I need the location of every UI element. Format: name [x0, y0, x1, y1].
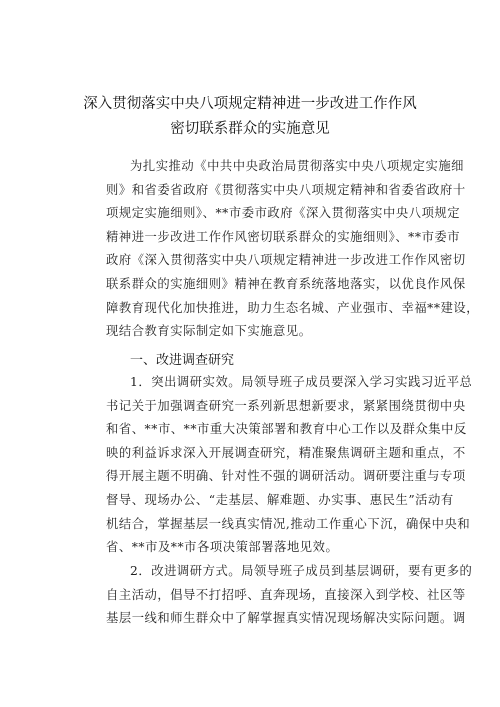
intro-line: 则》和省委省政府《贯彻落实中央八项规定精神和省委省政府十	[106, 182, 466, 197]
item-1-line: 书记关于加强调查研究一系列新思想新要求，紧紧围绕贯彻中央	[106, 398, 466, 413]
item-1-line: 省、**市及**市各项决策部署落地见效。	[106, 540, 339, 555]
item-1-line: 1．突出调研实效。局领导班子成员要深入学习实践习近平总	[130, 375, 473, 389]
section-heading: 一、改进调查研究	[130, 353, 235, 368]
intro-line: 为扎实推动《中共中央政治局贯彻落实中央八项规定实施细	[130, 159, 465, 173]
item-1-line: 和省、**市、**市重大决策部署和教育中心工作以及群众集中反	[106, 422, 467, 437]
intro-line: 障教育现代化加快推进，助力生态名城、产业强市、幸福**建设，	[106, 300, 480, 315]
intro-line: 政府《深入贯彻落实中央八项规定精神进一步改进工作作风密切	[106, 253, 466, 268]
intro-line: 现结合教育实际制定如下实施意见。	[106, 324, 312, 339]
item-1-line: 得开展主题不明确、针对性不强的调研活动。调研要注重与专项	[106, 469, 466, 484]
item-2-paragraph	[106, 560, 473, 631]
item-2-line: 自主活动，倡导不打招呼、直奔现场，直接深入到学校、社区等	[106, 587, 466, 602]
intro-line: 联系群众的实施细则》精神在教育系统落地落实，以优良作风保	[106, 276, 466, 291]
item-2-line: 基层一线和师生群众中了解掌握真实情况现场解决实际问题。调	[106, 611, 466, 626]
item-1-line: 机结合，掌握基层一线真实情况,推动工作重心下沉，确保中央和	[106, 516, 471, 531]
intro-line: 精神进一步改进工作作风密切联系群众的实施细则》、**市委市	[106, 229, 461, 244]
intro-paragraph	[106, 155, 480, 344]
intro-line: 项规定实施细则》、**市委市政府《深入贯彻落实中央八项规定	[106, 206, 461, 221]
item-2-line: 2．改进调研方式。局领导班子成员到基层调研，要有更多的	[130, 564, 473, 578]
item-1-line: 映的利益诉求深入开展调查研究，精准聚焦调研主题和重点，不	[106, 445, 466, 460]
item-1-paragraph	[106, 371, 473, 560]
document-title-line-1: 深入贯彻落实中央八项规定精神进一步改进工作作风	[83, 96, 417, 112]
item-1-line: 督导、现场办公、“走基层、解难题、办实事、惠民生”活动有	[106, 492, 454, 507]
document-title-line-2: 密切联系群众的实施意见	[170, 121, 330, 137]
